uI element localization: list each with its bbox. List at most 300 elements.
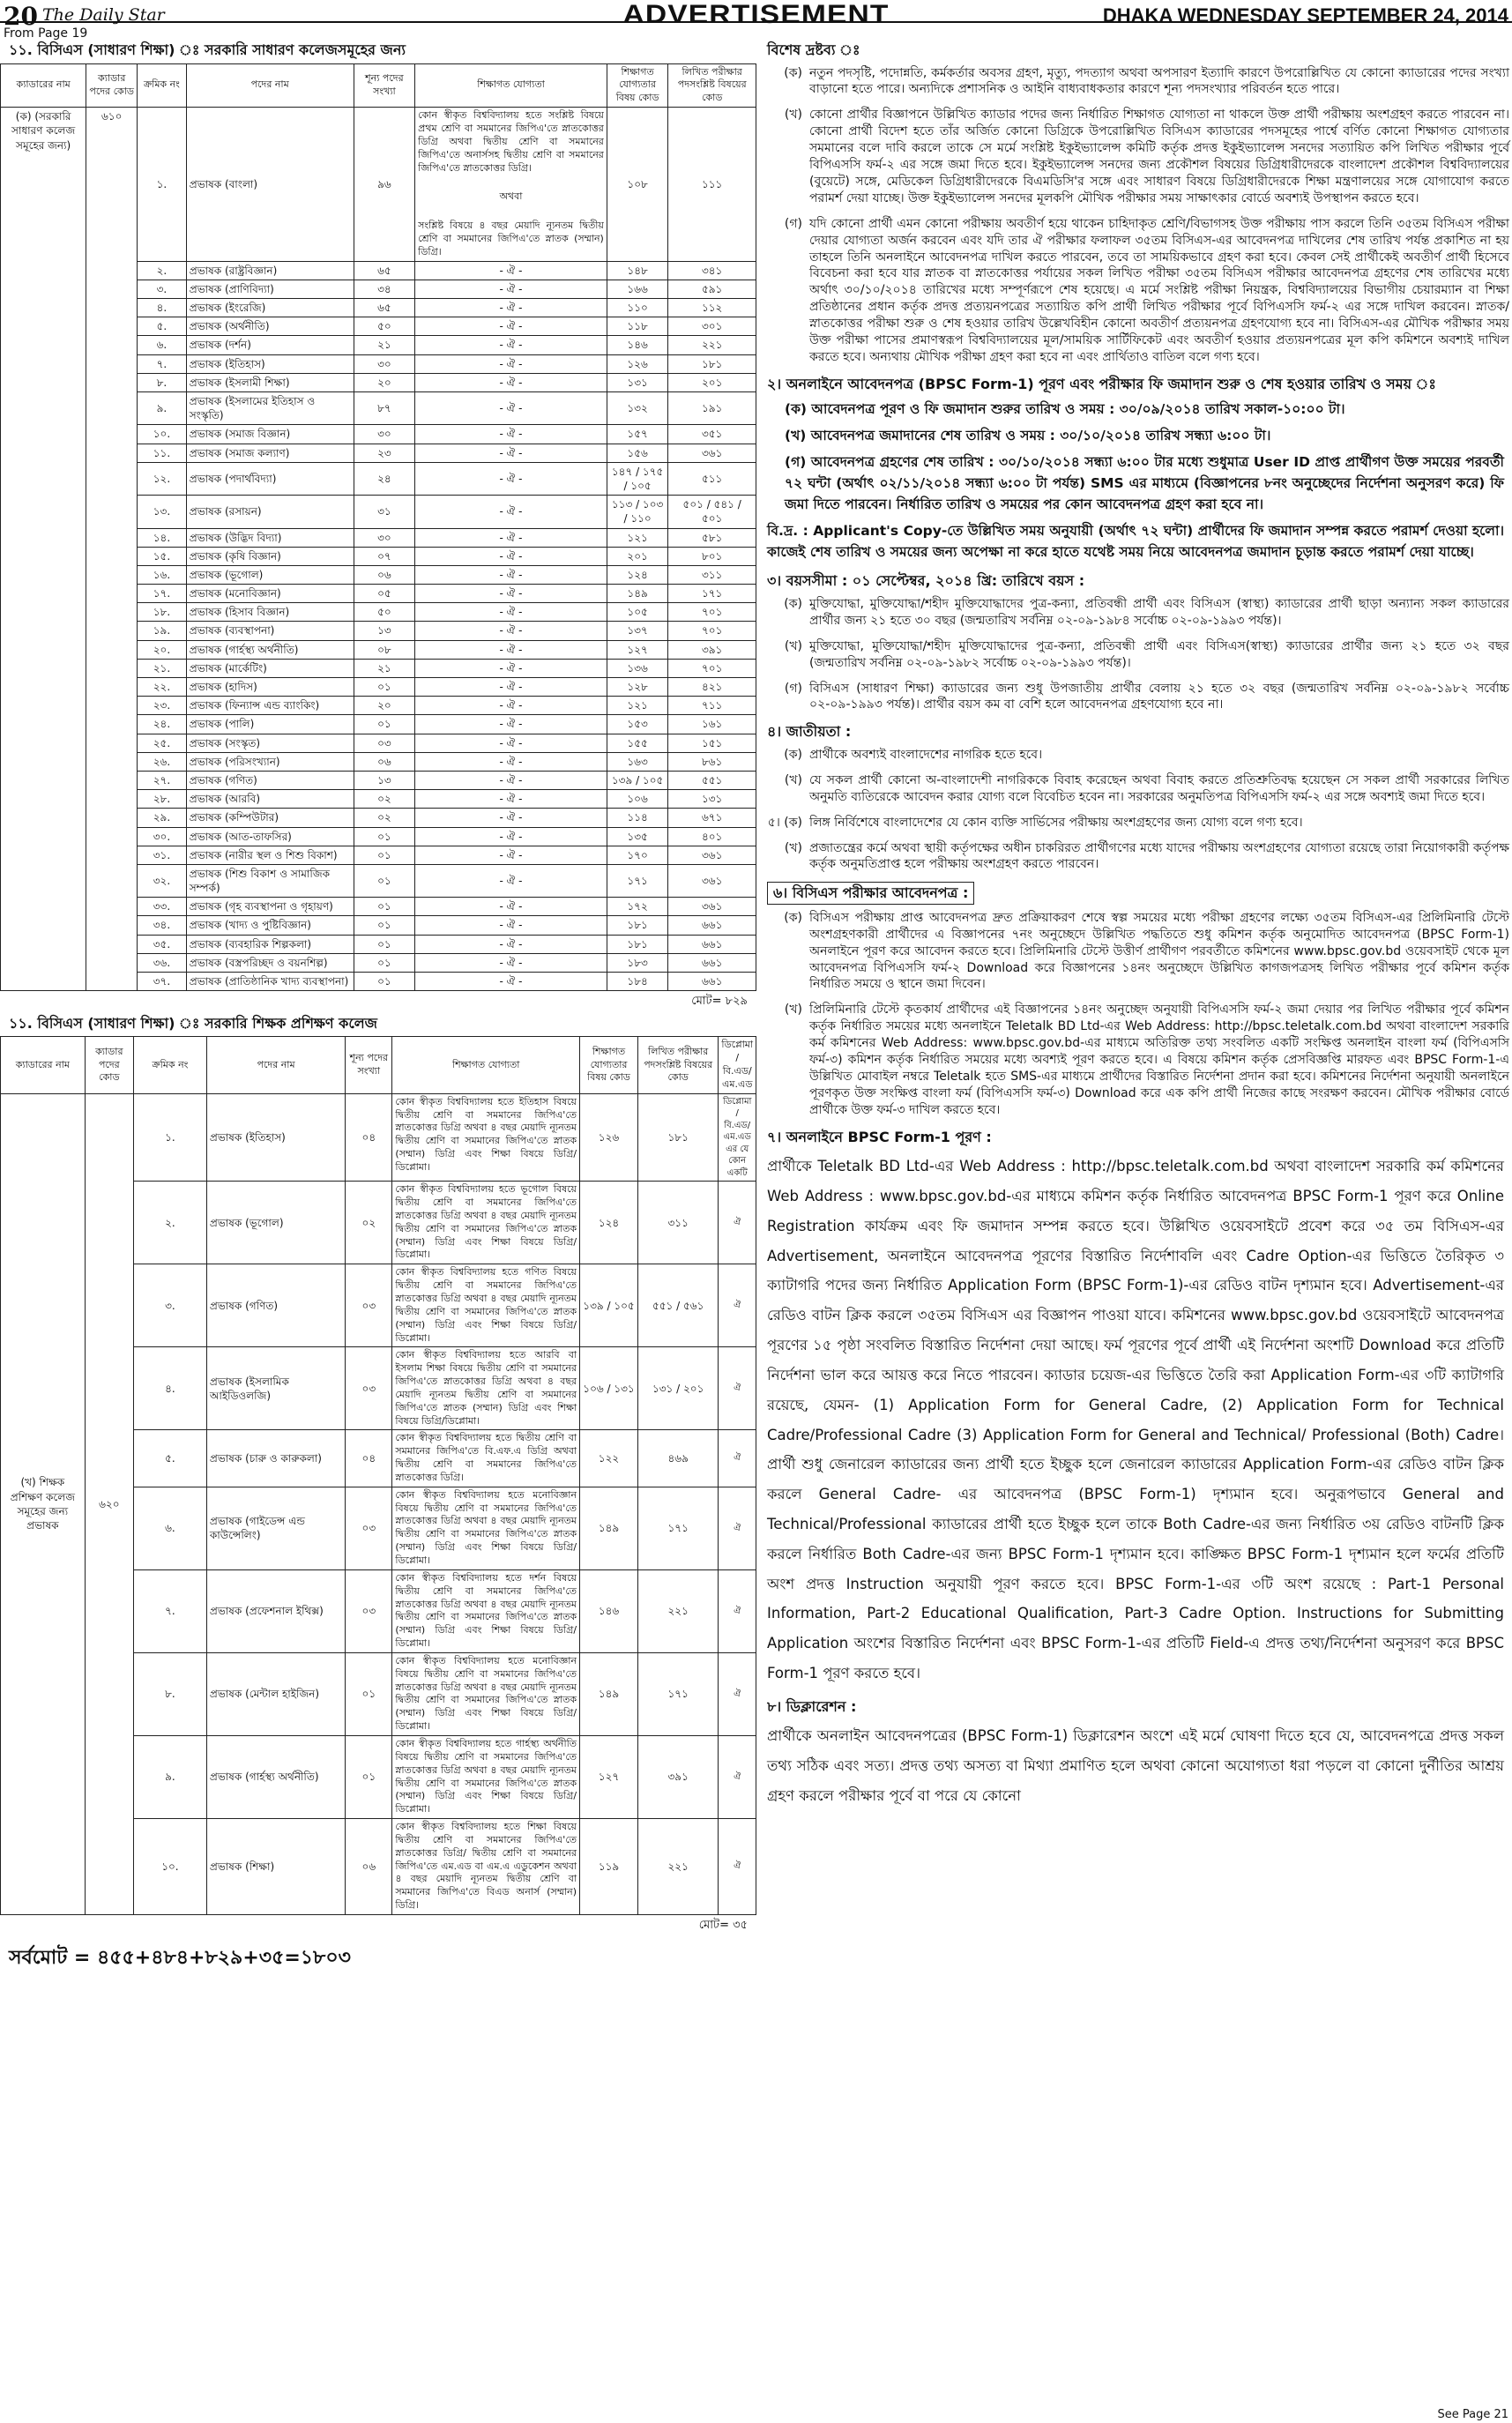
- subject-code: ১৮১: [607, 935, 667, 953]
- vacancy: ৯৬: [354, 108, 414, 262]
- vacancy: ০৬: [354, 752, 414, 771]
- post-name: প্রভাষক (আত-তাফসির): [186, 827, 354, 846]
- exam-code: ৩৬১: [668, 864, 756, 897]
- post-name: প্রভাষক (গণিত): [206, 1264, 345, 1347]
- item-text: লিঙ্গ নির্বিশেষে বাংলাদেশের যে কোন ব্যক্তি সার্ভিসের পরীক্ষায় অংশগ্রহণের জন্য যোগ্য বলে গণ্য হবে।: [809, 815, 1303, 830]
- post-name: প্রভাষক (ভূগোল): [206, 1182, 345, 1264]
- post-name: প্রভাষক (হাদিস): [186, 678, 354, 697]
- exam-code: ১৫১: [668, 734, 756, 752]
- serial: ১.: [138, 108, 187, 262]
- exam-code: ৭০১: [668, 603, 756, 622]
- vacancy: ০৪: [346, 1093, 392, 1182]
- vacancy: ৩০: [354, 354, 414, 373]
- qualification: কোন স্বীকৃত বিশ্ববিদ্যালয় হতে দর্শন বিষয়ে দ্বিতীয় শ্রেণি বা সমমানের জিপিএ'তে স্নাতকোত্তর ডিগ্রি অথবা ৪ বছর মেয়াদি ন্যূনতম দ্বিতীয় শ্রেণি বা সমমানের জিপিএ'তে স্নাতক (সম্মান) ডিগ্রি এবং শিক্ষা বিষয়ে ডিগ্রি/ডিপ্লোমা।: [392, 1569, 580, 1652]
- column-header: ক্যাডারের নাম: [1, 1037, 86, 1093]
- post-name: প্রভাষক (ইতিহাস): [206, 1093, 345, 1182]
- vacancy: ০৬: [354, 565, 414, 584]
- item-text: বিসিএস পরীক্ষায় প্রাপ্ত আবেদনপত্র দ্রুত প্রক্রিয়াকরণ শেষে স্বল্প সময়ের মধ্যে পরীক্ষা গ্রহণের লক্ষ্যে ৩৫তম বিসিএস-এর প্রিলিমিনারি টেস্টে অংশগ্রহণকারী প্রার্থীদের এ বিজ্ঞাপনের ৭নং অনুচ্ছেদে উল্লিখিত পদ্ধতিতে শুধু কমিশন কর্তৃক অনুমোদিত আবেদনপত্র (BPSC Form-1) অনলাইনে পূরণ করে আবেদন করতে হবে। প্রিলিমিনারি টেস্টে উত্তীর্ণ প্রার্থীগণ পরবর্তীতে কমিশনের www.bpsc.gov.bd ওয়েবসাইট থেকে মূল আবেদনপত্র বিপিএসসি ফর্ম-২ Download করে বিজ্ঞাপনের ১৪নং অনুচ্ছেদে উল্লিখিত কাগজপত্রসহ লিখিত পরীক্ষার পূর্বে কমিশন কর্তৃক নির্ধারিত সময়ে ও স্থানে জমা দিবেন।: [809, 910, 1509, 992]
- date-item: (ক) আবেদনপত্র পূরণ ও ফি জমাদান শুরুর তারিখ ও সময় : ৩০/০৯/২০১৪ তারিখ সকাল-১০:০০ টা।: [785, 401, 1345, 418]
- post-name: প্রভাষক (ইংরেজি): [186, 299, 354, 317]
- post-name: প্রভাষক (প্রাণিবিদ্যা): [186, 280, 354, 298]
- serial: ৩১.: [138, 846, 187, 864]
- qualification: - ঐ -: [415, 898, 607, 916]
- qualification: কোন স্বীকৃত বিশ্ববিদ্যালয় হতে আরবি বা ইসলাম শিক্ষা বিষয়ে দ্বিতীয় শ্রেণি বা সমমানের জিপিএ'তে স্নাতকোত্তর ডিগ্রি অথবা ৪ বছর মেয়াদি ন্যূনতম দ্বিতীয় শ্রেণি বা সমমানের জিপিএ'তে স্নাতক (সম্মান) ডিগ্রি এবং শিক্ষা বিষয়ে ডিগ্রি/ডিপ্লোমা।: [392, 1347, 580, 1430]
- qualification: কোন স্বীকৃত বিশ্ববিদ্যালয় হতে মনোবিজ্ঞান বিষয়ে দ্বিতীয় শ্রেণি বা সমমানের জিপিএ'তে স্নাতকোত্তর ডিগ্রি অথবা ৪ বছর মেয়াদি ন্যূনতম দ্বিতীয় শ্রেণি বা সমমানের জিপিএ'তে স্নাতক (সম্মান) ডিগ্রি এবং শিক্ষা বিষয়ে ডিগ্রি/ডিপ্লোমা।: [392, 1652, 580, 1735]
- vacancy: ০৩: [346, 1264, 392, 1347]
- subject-code: ১০৫: [607, 603, 667, 622]
- vacancy: ০৩: [346, 1347, 392, 1430]
- qualification: - ঐ -: [415, 425, 607, 444]
- qualification: - ঐ -: [415, 935, 607, 953]
- serial: ২৪.: [138, 715, 187, 734]
- item-marker: (খ): [784, 772, 802, 787]
- section-8-heading: ৮। ডিক্লারেশন :: [767, 1697, 857, 1715]
- column-header: শিক্ষাগত যোগ্যতা: [415, 63, 607, 108]
- exam-code: ৩১১: [637, 1182, 718, 1264]
- vacancy: ২১: [354, 336, 414, 354]
- exam-code: ৪২১: [668, 678, 756, 697]
- serial: ২০.: [138, 640, 187, 659]
- qualification: কোন স্বীকৃত বিশ্ববিদ্যালয় হতে গার্হস্থ্য অর্থনীতি বিষয়ে দ্বিতীয় শ্রেণি বা সমমানের জিপিএ'তে স্নাতকোত্তর ডিগ্রি অথবা ৪ বছর মেয়াদি ন্যূনতম দ্বিতীয় শ্রেণি বা সমমানের জিপিএ'তে স্নাতক (সম্মান) ডিগ্রি এবং শিক্ষা বিষয়ে ডিগ্রি/ডিপ্লোমা।: [392, 1735, 580, 1818]
- serial: ২৭.: [138, 771, 187, 789]
- item-text: প্রিলিমিনারি টেস্টে কৃতকার্য প্রার্থীদের এই বিজ্ঞাপনের ১৪নং অনুচ্ছেদ অনুযায়ী বিপিএসসি ফর্ম-২ জমা দেয়ার পর লিখিত পরীক্ষার পূর্বে কমিশন কর্তৃক নির্ধারিত সময়ের মধ্যে অনলাইনে Teletalk BD Ltd-এর Web Address: http://bpsc.teletalk.com.bd অথবা বাংলাদেশ সরকারি কর্ম কমিশনের Web Address: www.bpsc.gov.bd-এর মাধ্যমে অতিরিক্ত তথ্য সংবলিত একটি সংক্ষিপ্ত অনলাইন বাংলা ফর্ম (বিপিএসসি ফর্ম-৩) কমিশন কর্তৃক নির্ধারিত সময়ের মধ্যে অবশ্যই পূরণ করতে হবে। এ বিষয়ে কমিশন কর্তৃক প্রেসবিজ্ঞপ্তি মারফত এবং BPSC Form-1-এ উল্লিখিত মোবাইল নম্বরে Teletalk হতে SMS-এর মাধ্যমে প্রার্থীদের বিস্তারিত নির্দেশনা প্রদান করা হবে। কমিশনের নির্দেশনা অনুযায়ী অনলাইনে পূরণকৃত উক্ত সংক্ষিপ্ত বাংলা ফর্ম (বিপিএসসি ফর্ম-৩) Download করে এক কপি প্রার্থী নিজের কাছে সংরক্ষণ করবেন। মৌখিক পরীক্ষার বোর্ডে প্রার্থীকে উক্ত ফর্ম-৩ দাখিল করতে হবে।: [809, 1003, 1509, 1117]
- left-column: [0, 39, 756, 1971]
- qualification: কোন স্বীকৃত বিশ্ববিদ্যালয় হতে শিক্ষা বিষয়ে দ্বিতীয় শ্রেণি বা সমমানের জিপিএ'তে স্নাতকোত্তর ডিগ্রি/ দ্বিতীয় শ্রেণি বা সমমানের জিপিএ'তে এম.এড বা এম.এ এডুকেশন অথবা ৪ বছর মেয়াদি ন্যূনতম দ্বিতীয় শ্রেণি বা সমমানের জিপিএ'তে বিএড অনার্স (সম্মান) ডিগ্রি।: [392, 1819, 580, 1915]
- qualification: - ঐ -: [415, 809, 607, 827]
- vacancy: ৬৫: [354, 299, 414, 317]
- serial: ১০.: [138, 425, 187, 444]
- vacancy: ০১: [346, 1652, 392, 1735]
- qualification: কোন স্বীকৃত বিশ্ববিদ্যালয় হতে দ্বিতীয় শ্রেণি বা সমমানের জিপিএ'তে বি.এফ.এ ডিগ্রি অথবা দ্বিতীয় শ্রেণি বা সমমানের জিপিএ'তে স্নাতকোত্তর ডিগ্রি।: [392, 1430, 580, 1487]
- table-row: [1, 108, 756, 262]
- diploma-note: ঐ: [719, 1569, 756, 1652]
- qualification: - ঐ -: [415, 916, 607, 935]
- date-item: (গ) আবেদনপত্র গ্রহণের শেষ তারিখ : ৩০/১০/২০১৪ সন্ধ্যা ৬:০০ টার মধ্যে শুধুমাত্র User ID প্রাপ্ত প্রার্থীগণ উক্ত সময়ের পরবর্তী ৭২ ঘন্টা (অর্থাৎ ০২/১১/২০১৪ সন্ধ্যা ৬:০০ টা পর্যন্ত) SMS এর মাধ্যমে (বিজ্ঞাপনের ৮নং অনুচ্ছেদের নির্দেশনা অনুসরণ করে) ফি জমা দিতে পারবেন। নির্ধারিত তারিখ ও সময়ের পর কোন আবেদনপত্র গ্রহণ করা হবে না।: [785, 454, 1504, 513]
- column-header: শিক্ষাগত যোগ্যতার বিষয় কোড: [580, 1037, 638, 1093]
- serial: ১৩.: [138, 496, 187, 528]
- vacancy: ০৩: [346, 1569, 392, 1652]
- post-name: প্রভাষক (গণিত): [186, 771, 354, 789]
- section-6-heading: ৬। বিসিএস পরীক্ষার আবেদনপত্র :: [767, 882, 974, 905]
- subject-code: ১৪৭ / ১৭৫ / ১০৫: [607, 462, 667, 495]
- vacancy: ০১: [354, 916, 414, 935]
- post-name: প্রভাষক (নারীর স্থল ও শিশু বিকাশ): [186, 846, 354, 864]
- list-item: [767, 65, 1509, 99]
- exam-code: ৫৯১: [668, 280, 756, 298]
- column-header: শিক্ষাগত যোগ্যতা: [392, 1037, 580, 1093]
- subject-code: ১৪৯: [580, 1652, 638, 1735]
- vacancy: ২৪: [354, 462, 414, 495]
- serial: ৩৩.: [138, 898, 187, 916]
- subject-code: ১১৪: [607, 809, 667, 827]
- subject-code: ১৬৩: [607, 752, 667, 771]
- vacancy: ২১: [354, 659, 414, 677]
- subject-code: ১২৭: [607, 640, 667, 659]
- vacancy: ৮৭: [354, 392, 414, 425]
- qualification: - ঐ -: [415, 336, 607, 354]
- vacancy: ৬৫: [354, 261, 414, 280]
- qualification: - ঐ -: [415, 715, 607, 734]
- list-item: [767, 216, 1509, 366]
- qualification: - ঐ -: [415, 752, 607, 771]
- vacancy: ০১: [354, 898, 414, 916]
- item-text: যে সকল প্রার্থী কোনো অ-বাংলাদেশী নাগরিককে বিবাহ করেছেন অথবা বিবাহ করতে প্রতিশ্রুতিবদ্ধ হয়েছেন সে সকল প্রার্থী সরকারের লিখিত অনুমতি ব্যতিরেকে আবেদন করার যোগ্য বলে বিবেচিত হবেন না। সরকারের অনুমতিপত্র বিপিএসসি ফর্ম-২ এর সঙ্গে অবশ্যই জমা দিতে হবে।: [809, 772, 1509, 804]
- serial: ২.: [133, 1182, 206, 1264]
- serial: ৭.: [133, 1569, 206, 1652]
- exam-code: ৩৪১: [668, 261, 756, 280]
- post-name: প্রভাষক (বাংলা): [186, 108, 354, 262]
- list-item: [767, 747, 1509, 764]
- post-name: প্রভাষক (ভূগোল): [186, 565, 354, 584]
- post-name: প্রভাষক (গাইডেন্স এন্ড কাউন্সেলিং): [206, 1487, 345, 1569]
- serial: ২৩.: [138, 697, 187, 715]
- post-name: প্রভাষক (পালি): [186, 715, 354, 734]
- item-marker: (ক): [784, 910, 802, 925]
- post-name: প্রভাষক (ইতিহাস): [186, 354, 354, 373]
- post-name: প্রভাষক (রসায়ন): [186, 496, 354, 528]
- subject-code: ১৪৮: [607, 261, 667, 280]
- subject-code: ১২১: [607, 528, 667, 547]
- item-marker: (ক): [784, 65, 802, 80]
- post-name: প্রভাষক (চারু ও কারুকলা): [206, 1430, 345, 1487]
- qualification: - ঐ -: [415, 790, 607, 809]
- serial: ৯.: [138, 392, 187, 425]
- exam-code: ৬৬১: [668, 953, 756, 972]
- exam-code: ৭১১: [668, 697, 756, 715]
- item-marker: (ক): [784, 597, 802, 612]
- exam-code: ২২১: [668, 336, 756, 354]
- serial: ৩.: [138, 280, 187, 298]
- diploma-note: ঐ: [719, 1182, 756, 1264]
- subject-code: ১০৬: [607, 790, 667, 809]
- column-header: ডিপ্লোমা / বি.এড/এম.এড: [719, 1037, 756, 1093]
- post-name: প্রভাষক (মেন্টাল হাইজিন): [206, 1652, 345, 1735]
- exam-code: ৮০১: [668, 547, 756, 565]
- post-name: প্রভাষক (ইসলামের ইতিহাস ও সংস্কৃতি): [186, 392, 354, 425]
- qualification: - ঐ -: [415, 585, 607, 603]
- vacancy: ০১: [354, 973, 414, 991]
- column-header: ক্রমিক নং: [133, 1037, 206, 1093]
- serial: ২১.: [138, 659, 187, 677]
- section-8-text: প্রার্থীকে অনলাইন আবেদনপত্রের (BPSC Form-1) ডিক্লারেশন অংশে এই মর্মে ঘোষণা দিতে হবে যে, আবেদনপত্রে প্রদত্ত সকল তথ্য সঠিক এবং সত্য। প্রদত্ত তথ্য অসত্য বা মিথ্যা প্রমাণিত হলে অথবা কোনো অযোগ্যতা ধরা পড়লে বা কোনো দুর্নীতির আশ্রয় গ্রহণ করলে পরীক্ষার পূর্বে বা পরে যে কোনো: [767, 1727, 1504, 1805]
- vacancy: ৫০: [354, 603, 414, 622]
- exam-code: ২০১: [668, 373, 756, 391]
- qualification: - ঐ -: [415, 392, 607, 425]
- column-header: ক্যাডার পদের কোড: [85, 1037, 133, 1093]
- vacancy: ০২: [354, 790, 414, 809]
- exam-code: ১৭১: [637, 1487, 718, 1569]
- subject-code: ১১৮: [607, 317, 667, 336]
- subject-code: ১৭০: [607, 846, 667, 864]
- qualification: - ঐ -: [415, 953, 607, 972]
- diploma-note: ঐ: [719, 1264, 756, 1347]
- post-name: প্রভাষক (শিক্ষা): [206, 1819, 345, 1915]
- vacancy: ১৩: [354, 771, 414, 789]
- post-name: প্রভাষক (মনোবিজ্ঞান): [186, 585, 354, 603]
- item-text: কোনো প্রার্থীর বিজ্ঞাপনে উল্লিখিত ক্যাডার পদের জন্য নির্ধারিত শিক্ষাগত যোগ্যতা না থাকলে উক্ত প্রার্থী পরীক্ষায় অংশগ্রহণ করতে পারবেন না। কোনো প্রার্থী বিদেশ হতে তাঁর অর্জিত কোনো ডিগ্রিকে উপরোল্লিখিত বিসিএস ক্যাডারের পদসমূহের পার্শ্বে বর্ণিত কোনো শিক্ষাগত যোগ্যতার সমমানের বলে দাবি করলে তাকে সে মর্মে সংশ্লিষ্ট ইকুইভ্যালেন্স কমিটি কর্তৃক প্রদত্ত ইকুইভ্যালেন্স সনদের সত্যায়িত কপি লিখিত পরীক্ষার পূর্বে বিপিএসসি ফর্ম-২ এর সঙ্গে জমা দিতে হবে। ইকুইভ্যালেন্স সনদের জন্য প্রকৌশল বিষয়ের ডিগ্রিধারীদেরকে বাংলাদেশ প্রকৌশল বিশ্ববিদ্যালয়ের (বুয়েটে) সঙ্গে, মেডিকেল ডিগ্রিধারীদেরকে বিএমডিসি'র সঙ্গে এবং সাধারণ বিষয়ে ডিগ্রিধারীদেরকে শিক্ষা মন্ত্রণালয়ের সঙ্গে যোগাযোগ করতে পরামর্শ দেয়া যাচ্ছে। উক্ত ইকুইভ্যালেন্স সনদের মূলকপি মৌখিক পরীক্ষার সময় সাক্ষাৎকার বোর্ডে অবশ্যই উপস্থাপন করতে হবে।: [809, 108, 1509, 205]
- exam-code: ৩০১: [668, 317, 756, 336]
- general-colleges-total: মোট= ৮২৯: [691, 995, 748, 1009]
- section-3-heading: ৩। বয়সসীমা : ০১ সেপ্টেম্বর, ২০১৪ খ্রি: তারিখে বয়স :: [767, 572, 1085, 590]
- qualification: - ঐ -: [415, 973, 607, 991]
- qualification: কোন স্বীকৃত বিশ্ববিদ্যালয় হতে ভূগোল বিষয়ে দ্বিতীয় শ্রেণি বা সমমানের জিপিএ'তে স্নাতকোত্তর ডিগ্রি অথবা ৪ বছর মেয়াদি ন্যূনতম দ্বিতীয় শ্রেণি বা সমমানের জিপিএ'তে স্নাতক (সম্মান) ডিগ্রি এবং শিক্ষা বিষয়ে ডিগ্রি/ডিপ্লোমা।: [392, 1182, 580, 1264]
- item-marker: (গ): [784, 216, 802, 231]
- list-item: [767, 596, 1509, 630]
- column-header: ক্যাডার পদের কোড: [86, 63, 138, 108]
- post-name: প্রভাষক (খাদ্য ও পুষ্টিবিজ্ঞান): [186, 916, 354, 935]
- section-3-items: [767, 596, 1509, 713]
- exam-code: ৬৬১: [668, 916, 756, 935]
- post-name: প্রভাষক (রাষ্ট্রবিজ্ঞান): [186, 261, 354, 280]
- diploma-note: ঐ: [719, 1652, 756, 1735]
- subject-code: ১১৯: [580, 1819, 638, 1915]
- subject-code: ১৩১: [607, 373, 667, 391]
- vacancy: ০৪: [346, 1430, 392, 1487]
- qualification: - ঐ -: [415, 846, 607, 864]
- subject-code: ১২৪: [580, 1182, 638, 1264]
- serial: ২৬.: [138, 752, 187, 771]
- subject-code: ১৭২: [607, 898, 667, 916]
- subject-code: ১২১: [607, 697, 667, 715]
- post-name: প্রভাষক (সংস্কৃত): [186, 734, 354, 752]
- list-item: [767, 681, 1509, 714]
- subject-code: ১২৪: [607, 565, 667, 584]
- serial: ৩০.: [138, 827, 187, 846]
- vacancy: ৩১: [354, 496, 414, 528]
- post-name: প্রভাষক (বস্ত্রপরিচ্ছদ ও বয়নশিল্প): [186, 953, 354, 972]
- qualification: - ঐ -: [415, 659, 607, 677]
- serial: ১২.: [138, 462, 187, 495]
- serial: ৫.: [138, 317, 187, 336]
- post-name: প্রভাষক (শিশু বিকাশ ও সামাজিক সম্পর্ক): [186, 864, 354, 897]
- qualification-text: কোন স্বীকৃত বিশ্ববিদ্যালয় হতে সংশ্লিষ্ট বিষয়ে প্রথম শ্রেণি বা সমমানের জিপিএ'তে স্নাতকোত্তর ডিগ্রি অথবা দ্বিতীয় শ্রেণি বা সমমানের জিপিএ'তে অনার্সসহ দ্বিতীয় শ্রেণি বা সমমানের জিপিএ'তে স্নাতকোত্তর ডিগ্রি।: [418, 109, 604, 174]
- serial: ১৭.: [138, 585, 187, 603]
- grand-total: সর্বমোট = ৪৫৫+৪৮৪+৮২৯+৩৫=১৮০৩: [9, 1946, 351, 1969]
- section-2-heading: ২। অনলাইনে আবেদনপত্র (BPSC Form-1) পূরণ এবং পরীক্ষার ফি জমাদান শুরু ও শেষ হওয়ার তারিখ ও সময় ঃ: [767, 375, 1436, 392]
- section-6-items: [767, 910, 1509, 1119]
- section-4-heading: ৪। জাতীয়তা :: [767, 723, 852, 741]
- subject-code: ১৮৪: [607, 973, 667, 991]
- nb-note: বি.দ্র. : Applicant's Copy-তে উল্লিখিত সময় অনুযায়ী (অর্থাৎ ৭২ ঘন্টা) প্রার্থীদের ফি জমাদান সম্পন্ন করতে পরামর্শ দেওয়া হলো। কাজেই শেষ তারিখ ও সময়ের জন্য অপেক্ষা না করে হাতে যথেষ্ট সময় নিয়ে আবেদনপত্র জমাদান চূড়ান্ত করতে পরামর্শ দেয়া যাচ্ছে।: [767, 523, 1504, 561]
- vacancy: ০৮: [354, 640, 414, 659]
- exam-code: ১৬১: [668, 715, 756, 734]
- item-marker: (গ): [784, 681, 802, 696]
- exam-code: ৬৬১: [668, 973, 756, 991]
- qualification: - ঐ -: [415, 462, 607, 495]
- list-item: [767, 1002, 1509, 1118]
- qualification: - ঐ -: [415, 317, 607, 336]
- cadre-name: (খ) শিক্ষক প্রশিক্ষণ কলেজ সমূহের জন্য প্রভাষক: [1, 1093, 86, 1914]
- exam-code: ১৭১: [637, 1652, 718, 1735]
- header-rule: [0, 21, 1512, 23]
- serial: ২২.: [138, 678, 187, 697]
- teacher-training-total: মোট= ৩৫: [698, 1918, 748, 1932]
- serial: ৩২.: [138, 864, 187, 897]
- post-name: প্রভাষক (সমাজ বিজ্ঞান): [186, 425, 354, 444]
- exam-code: ৬৬১: [668, 935, 756, 953]
- serial: ১৬.: [138, 565, 187, 584]
- item-text: প্রজাতন্ত্রের কর্মে অথবা স্থায়ী কর্তৃপক্ষের অধীন চাকরিরত প্রার্থীগণের মধ্যে যাদের পরীক্ষায় অংশগ্রহণের যোগ্যতা রয়েছে তারা নিয়োগকারী কর্তৃপক্ষ কর্তৃক অনুমতিপ্রাপ্ত হলে পরীক্ষায় অংশগ্রহণ করতে পারবেন।: [809, 840, 1509, 872]
- subject-code: ১২২: [580, 1430, 638, 1487]
- column-header: ক্রমিক নং: [138, 63, 187, 108]
- serial: ৬.: [133, 1487, 206, 1569]
- special-note-heading: বিশেষ দ্রষ্টব্য ঃ: [767, 41, 860, 58]
- vacancy: ০২: [354, 809, 414, 827]
- post-name: প্রভাষক (প্রফেশনাল ইথিক্স): [206, 1569, 345, 1652]
- vacancy: ০৭: [354, 547, 414, 565]
- column-header: শিক্ষাগত যোগ্যতার বিষয় কোড: [607, 63, 667, 108]
- serial: ৯.: [133, 1735, 206, 1818]
- serial: ১৪.: [138, 528, 187, 547]
- item-text: মুক্তিযোদ্ধা, মুক্তিযোদ্ধা/শহীদ মুক্তিযোদ্ধাদের পুত্র-কন্যা, প্রতিবন্ধী প্রার্থী এবং বিসিএস(স্বাস্থ্য) ক্যাডারের প্রার্থীর জন্য ২১ হতে ৩২ বছর (জন্মতারিখ সর্বনিম্ন ০২-০৯-১৯৮২ সর্বোচ্চ ০২-০৯-১৯৯৩ পর্যন্ত)।: [809, 638, 1509, 670]
- qualification: কোন স্বীকৃত বিশ্ববিদ্যালয় হতে মনোবিজ্ঞান বিষয়ে দ্বিতীয় শ্রেণি বা সমমানের জিপিএ'তে স্নাতকোত্তর ডিগ্রি অথবা ৪ বছর মেয়াদি ন্যূনতম দ্বিতীয় শ্রেণি বা সমমানের জিপিএ'তে স্নাতক (সম্মান) ডিগ্রি এবং শিক্ষা বিষয়ে ডিগ্রি/ডিপ্লোমা।: [392, 1487, 580, 1569]
- qualification: - ঐ -: [415, 444, 607, 462]
- vacancy: ০১: [354, 846, 414, 864]
- subject-code: ১৫৫: [607, 734, 667, 752]
- qualification: - ঐ -: [415, 771, 607, 789]
- vacancy: ০৩: [354, 734, 414, 752]
- subject-code: ১৫৬: [607, 444, 667, 462]
- serial: ১১.: [138, 444, 187, 462]
- subject-code: ১১৩ / ১০৩ / ১১০: [607, 496, 667, 528]
- list-item: [767, 815, 1509, 831]
- list-item: [767, 638, 1509, 672]
- cadre-code: ৬১০: [86, 108, 138, 991]
- exam-code: ১৭১: [668, 585, 756, 603]
- list-item: [767, 107, 1509, 206]
- subject-code: ১৮৩: [607, 953, 667, 972]
- exam-code: ৫০১ / ৫৪১ / ৫০১: [668, 496, 756, 528]
- column-header: লিখিত পরীক্ষার পদসংশ্লিষ্ট বিষয়ের কোড: [637, 1037, 718, 1093]
- qualification: - ঐ -: [415, 827, 607, 846]
- post-name: প্রভাষক (পরিসংখ্যান): [186, 752, 354, 771]
- vacancy: ২৩: [354, 444, 414, 462]
- qualification: - ঐ -: [415, 640, 607, 659]
- serial: ৭.: [138, 354, 187, 373]
- section-2-items: [767, 399, 1509, 515]
- subject-code: ১৫৭: [607, 425, 667, 444]
- qualification: - ঐ -: [415, 496, 607, 528]
- column-header: লিখিত পরীক্ষার পদসংশ্লিষ্ট বিষয়ের কোড: [668, 63, 756, 108]
- cadre-name: (ক) (সরকারি সাধারণ কলেজ সমূহের জন্য): [1, 108, 86, 991]
- item-text: নতুন পদসৃষ্টি, পদোন্নতি, কর্মকর্তার অবসর গ্রহণ, মৃত্যু, পদত্যাগ অথবা অপসারণ ইত্যাদি কারণে উপরোল্লিখিত যে কোনো ক্যাডারের পদের সংখ্যা বাড়ানো হতে পারে। অন্যদিকে প্রশাসনিক ও আইনি বাধ্যবাধকতার কারণে শূন্য পদসংখ্যার পরিবর্তন হতে পারে।: [809, 65, 1509, 97]
- section-teacher-training-title: ১১. বিসিএস (সাধারণ শিক্ষা) ঃ সরকারি শিক্ষক প্রশিক্ষণ কলেজ: [9, 1014, 377, 1032]
- cadre-code: ৬২০: [85, 1093, 133, 1914]
- post-name: প্রভাষক (কৃষি বিজ্ঞান): [186, 547, 354, 565]
- post-name: প্রভাষক (গার্হস্থ্য অর্থনীতি): [186, 640, 354, 659]
- serial: ১.: [133, 1093, 206, 1182]
- exam-code: ২২১: [637, 1569, 718, 1652]
- column-header: শূন্য পদের সংখ্যা: [346, 1037, 392, 1093]
- item-text: প্রার্থীকে অবশ্যই বাংলাদেশের নাগরিক হতে হবে।: [809, 747, 1043, 762]
- list-item: [767, 772, 1509, 806]
- subject-code: ২০১: [607, 547, 667, 565]
- qualification: [415, 108, 607, 262]
- page-number: 20: [4, 2, 38, 31]
- item-text: মুক্তিযোদ্ধা, মুক্তিযোদ্ধা/শহীদ মুক্তিযোদ্ধাদের পুত্র-কন্যা, প্রতিবন্ধী প্রার্থী এবং বিসিএস (স্বাস্থ্য) ক্যাডারের প্রার্থী ছাড়া অন্যান্য সকল ক্যাডারের প্রার্থীর জন্য ২১ হতে ৩০ বছর (জন্মতারিখ সর্বনিম্ন ০২-০৯-১৯৮৪ সর্বোচ্চ ০২-০৯-১৯৯৩ পর্যন্ত)।: [809, 597, 1509, 628]
- exam-code: ৭০১: [668, 659, 756, 677]
- exam-code: ১১১: [668, 108, 756, 262]
- serial: ২৯.: [138, 809, 187, 827]
- vacancy: ০২: [346, 1182, 392, 1264]
- vacancy: ২০: [354, 373, 414, 391]
- serial: ১০.: [133, 1819, 206, 1915]
- diploma-note: ঐ: [719, 1347, 756, 1430]
- vacancy: ০১: [354, 935, 414, 953]
- serial: ২৫.: [138, 734, 187, 752]
- diploma-note: ঐ: [719, 1487, 756, 1569]
- exam-code: ৬৭১: [668, 809, 756, 827]
- item-marker: ৫। (ক): [767, 815, 802, 830]
- vacancy: ০১: [354, 827, 414, 846]
- qualification: - ঐ -: [415, 299, 607, 317]
- post-name: প্রভাষক (গৃহ ব্যবস্থাপনা ও গৃহায়ণ): [186, 898, 354, 916]
- section-7-text: প্রার্থীকে Teletalk BD Ltd-এর Web Address : http://bpsc.teletalk.com.bd অথবা বাংলাদেশ সরকারি কর্ম কমিশনের Web Address : www.bpsc.gov.bd-এর মাধ্যমে কমিশন কর্তৃক নির্ধারিত আবেদনপত্র BPSC Form-1 পূরণ করে Online Registration কার্যক্রম এবং ফি জমাদান সম্পন্ন করতে হবে। উল্লিখিত ওয়েবসাইটে প্রবেশ করে ৩৫ তম বিসিএস-এর Advertisement, অনলাইনে আবেদনপত্র পূরণের বিস্তারিত নির্দেশাবলি এবং Cadre Option-এর ভিত্তিতে তৈরিকৃত ৩ ক্যাটাগরি পদের জন্য নির্ধারিত Application Form (BPSC Form-1)-এর রেডিও বাটন দৃশ্যমান হবে। Advertisement-এর রেডিও বাটন ক্লিক করলে ৩৫তম বিসিএস এর বিজ্ঞাপন পাওয়া যাবে। কমিশনের www.bpsc.gov.bd ওয়েবসাইটে আবেদনপত্র পূরণের ১৫ পৃষ্ঠা সংবলিত বিস্তারিত নির্দেশনা দেয়া আছে। ফর্ম পূরণের পূর্বে প্রার্থী এই নির্দেশনা অংশটি Download করে প্রতিটি নির্দেশনা ভাল করে আয়ত্ত করে নিতে পারবেন। ক্যাডার চয়েজ-এর ভিত্তিতে তৈরি করা Application Form-এর ৩টি ক্যাটাগরি রয়েছে, যেমন- (1) Application Form for General Cadre, (2) Application Form for Technical Cadre/Professional Cadre (3) Application Form for General and Technical/ Professional (Both) Cadre। প্রার্থী শুধু জেনারেল ক্যাডারের জন্য প্রার্থী হতে ইচ্ছুক হলে জেনারেল ক্যাডারের Application Form-এর রেডিও বাটন ক্লিক করলে General Cadre- এর আবেদনপত্র (BPSC Form-1) দৃশ্যমান হবে। অনুরূপভাবে General and Technical/Professional ক্যাডারের প্রার্থী হতে ইচ্ছুক হলে তাকে Both Cadre-এর জন্য নির্ধারিত ৩য় রেডিও বাটনটি ক্লিক করলে নির্ধারিত Both Cadre-এর জন্য BPSC Form-1 দৃশ্যমান হবে। কাঙ্ক্ষিত BPSC Form-1 দৃশ্যমান হলে ফর্মের প্রতিটি অংশ প্রদত্ত Instruction অনুযায়ী পূরণ করতে হবে। BPSC Form-1-এর ৩টি অংশ রয়েছে : Part-1 Personal Information, Part-2 Educational Qualification, Part-3 Cadre Option. Instructions for Submitting Application অংশের বিস্তারিত নির্দেশনা এবং BPSC Form-1-এর প্রতিটি Field-এ প্রদত্ত তথ্য/নির্দেশনা অনুসরণ করে BPSC Form-1 পূরণ করতে হবে।: [767, 1158, 1504, 1681]
- exam-code: ৭০১: [668, 622, 756, 640]
- qualification: - ঐ -: [415, 528, 607, 547]
- special-notes: [767, 65, 1509, 366]
- post-name: প্রভাষক (দর্শন): [186, 336, 354, 354]
- vacancy: ০১: [354, 678, 414, 697]
- column-header: ক্যাডারের নাম: [1, 63, 86, 108]
- diploma-note: ঐ: [719, 1819, 756, 1915]
- serial: ৩৫.: [138, 935, 187, 953]
- vacancy: ৫০: [354, 317, 414, 336]
- vacancy: ১৩: [354, 622, 414, 640]
- qualification: - ঐ -: [415, 678, 607, 697]
- diploma-note: ঐ: [719, 1430, 756, 1487]
- subject-code: ১০৮: [607, 108, 667, 262]
- exam-code: ৮৬১: [668, 752, 756, 771]
- section-7-heading: ৭। অনলাইনে BPSC Form-1 পূরণ :: [767, 1128, 992, 1145]
- item-text: বিসিএস (সাধারণ শিক্ষা) ক্যাডারের জন্য শুধু উপজাতীয় প্রার্থীর বেলায় ২১ হতে ৩২ বছর (জন্মতারিখ সর্বনিম্ন ০২-০৯-১৯৮২ সর্বোচ্চ ০২-০৯-১৯৯৩ পর্যন্ত)। প্রার্থীর বয়স কম বা বেশি হলে আবেদনপত্র গ্রহণযোগ্য হবে না।: [809, 681, 1509, 712]
- subject-code: ১৫৩: [607, 715, 667, 734]
- qualification: - ঐ -: [415, 734, 607, 752]
- post-name: প্রভাষক (সমাজ কল্যাণ): [186, 444, 354, 462]
- qualification-or: অথবা: [499, 190, 523, 203]
- exam-code: ২২১: [637, 1819, 718, 1915]
- list-item: [767, 910, 1509, 993]
- item-marker: (খ): [784, 108, 802, 123]
- exam-code: ৫১১: [668, 462, 756, 495]
- vacancy: ৩৪: [354, 280, 414, 298]
- post-name: প্রভাষক (ইসলামিক আইডিওলজি): [206, 1347, 345, 1430]
- post-name: প্রভাষক (গার্হস্থ্য অর্থনীতি): [206, 1735, 345, 1818]
- exam-code: ৩৬১: [668, 444, 756, 462]
- vacancy: ০৫: [354, 585, 414, 603]
- exam-code: ৩৯১: [637, 1735, 718, 1818]
- subject-code: ১৪৬: [580, 1569, 638, 1652]
- item-marker: (খ): [784, 840, 802, 855]
- dateline: DHAKA WEDNESDAY SEPTEMBER 24, 2014: [1102, 4, 1508, 26]
- vacancy: ০৬: [346, 1819, 392, 1915]
- subject-code: ১৩২: [607, 392, 667, 425]
- subject-code: ১২৬: [580, 1093, 638, 1182]
- serial: ৩.: [133, 1264, 206, 1347]
- subject-code: ১২৬: [607, 354, 667, 373]
- qualification: কোন স্বীকৃত বিশ্ববিদ্যালয় হতে ইতিহাস বিষয়ে দ্বিতীয় শ্রেণি বা সমমানের জিপিএ'তে স্নাতকোত্তর ডিগ্রি অথবা ৪ বছর মেয়াদি ন্যূনতম দ্বিতীয় শ্রেণি বা সমমানের জিপিএ'তে স্নাতক (সম্মান) ডিগ্রি এবং শিক্ষা বিষয়ে ডিগ্রি/ডিপ্লোমা।: [392, 1093, 580, 1182]
- post-name: প্রভাষক (পদার্থবিদ্যা): [186, 462, 354, 495]
- exam-code: ৩৬১: [668, 898, 756, 916]
- post-name: প্রভাষক (ব্যবস্থাপনা): [186, 622, 354, 640]
- exam-code: ৩৫১: [668, 425, 756, 444]
- subject-code: ১৮১: [607, 916, 667, 935]
- exam-code: ৫৫১ / ৫৬১: [637, 1264, 718, 1347]
- section-general-colleges-title: ১১. বিসিএস (সাধারণ শিক্ষা) ঃ সরকারি সাধারণ কলেজসমূহের জন্য: [9, 41, 406, 58]
- item-marker: (খ): [784, 638, 802, 653]
- column-header: পদের নাম: [206, 1037, 345, 1093]
- subject-code: ১৪৯: [580, 1487, 638, 1569]
